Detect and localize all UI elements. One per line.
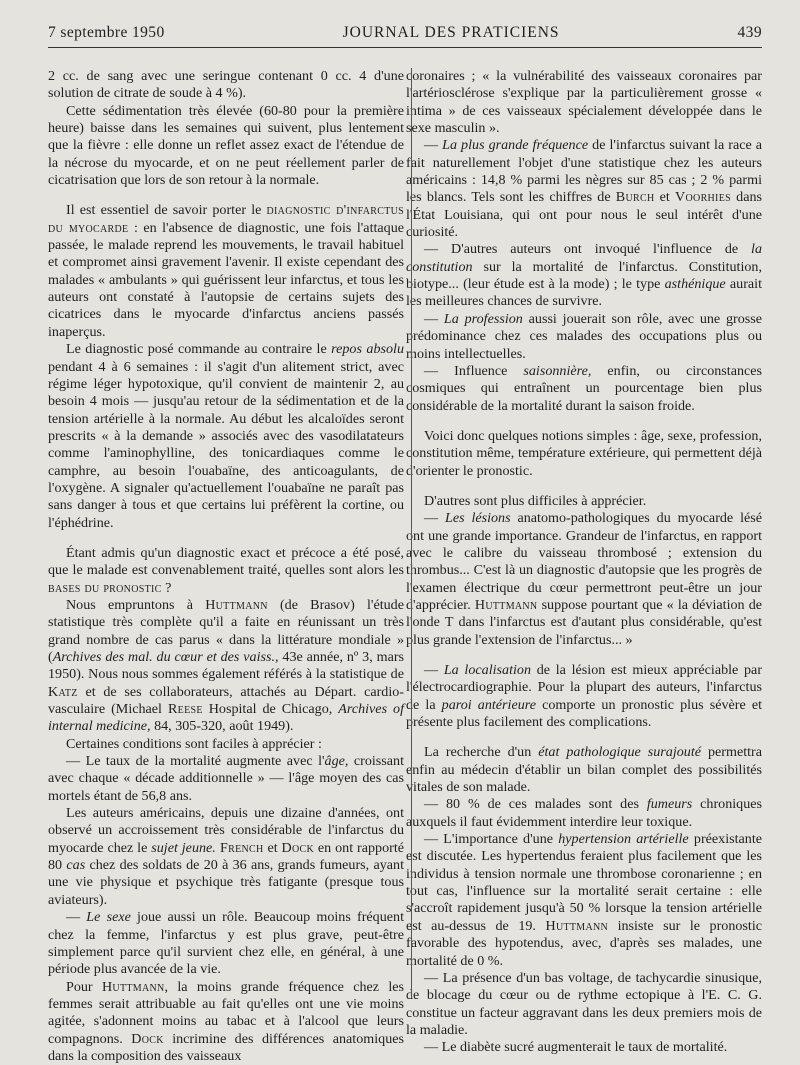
- right-column: [406, 68, 762, 1065]
- paragraph: Certaines conditions sont faciles à apprécier :: [66, 735, 322, 752]
- paragraph: — Le taux de la mortalité augmente avec l'âge, croissant avec chaque « décade additionnelle » — l'âge moyen des cas mortels étant de 56,8 ans.: [48, 753, 404, 804]
- paragraph: — La profession aussi jouerait son rôle, avec une grosse prédominance chez ces malades des occupations plus ou moins intellectuelles.: [406, 310, 762, 362]
- paragraph: — D'autres auteurs ont invoqué l'influence de la constitution sur la mortalité de l'infarctus. Constitution, biotype... (leur étude est à la mode) ; le type asthénique aurait les meilleures chances de survivre.: [406, 241, 762, 310]
- paragraph: — Le diabète sucré augmenterait le taux de mortalité.: [424, 1039, 728, 1056]
- paragraph: Pour Huttmann, la moins grande fréquence chez les femmes serait attribuable au fait qu'elles ont une vie moins agitée, s'adonnent moins au tabac et à l'alcool que leurs compagnons. Dock incrimine des différences anatomiques dans la composition des vaisseaux: [48, 978, 404, 1064]
- paragraph: — Le sexe joue aussi un rôle. Beaucoup moins fréquent chez la femme, l'infarctus y est plus grave, peut-être simplement parce qu'il survient chez elle, en général, à une période plus avancée de la vie.: [48, 909, 404, 978]
- paragraph: La recherche d'un état pathologique surajouté permettra enfin au médecin d'établir un bilan complet des possibilités vitales de son malade.: [406, 744, 762, 796]
- paragraph: — La plus grande fréquence de l'infarctus suivant la race a fait naturellement l'objet d'une statistique chez les auteurs américains : 14,8 % parmi les nègres sur 85 cas ; 2 % parmi les blancs. Tels sont les chiffres de Burch et Voorhies dans l'État Louisiana, qui ont pour nous le seul intérêt d'une curiosité.: [406, 137, 762, 241]
- page-number: 439: [737, 24, 762, 41]
- paragraph: — L'importance d'une hypertension artérielle préexistante est discutée. Les hypertendus feraient plus facilement que les individus à tension normale une thrombose coronarienne ; en tout cas, l'influence sur la mortalité serait certaine : elle s'accroît rapidement jusqu'à 50 % lorsque la tension artérielle est au-dessus de 19. Huttmann insiste sur le pronostic favorable des hypotendus, avec, d'après ses malades, une mortalité de 0 %.: [406, 831, 763, 969]
- paragraph: — 80 % de ces malades sont des fumeurs chroniques auxquels il faut évidemment interdire leur toxique.: [406, 796, 762, 830]
- paragraph: Le diagnostic posé commande au contraire le repos absolu pendant 4 à 6 semaines : il s'agit d'un alitement strict, avec régime léger hypotoxique, qu'il convient de maintenir 2, au besoin 4 mois — jusqu'au retour de la sédimentation et de la tension artérielle à la normale. Au début les alcaloïdes seront prescrits « à la demande » associés avec des vasodilatateurs comme l'aminophylline, des tonicardiaques comme le camphre, au besoin l'ouabaïne, des anticoagulants, de l'oxygène. A signaler qu'actuellement l'ouabaïne ne paraît pas sans danger à tous et que certains lui préfèrent la cortine, ou l'éphédrine.: [48, 341, 404, 531]
- journal-title: JOURNAL DES PRATICIENS: [342, 24, 560, 41]
- paragraph: D'autres sont plus difficiles à apprécier.: [424, 492, 647, 509]
- paragraph: — Influence saisonnière, enfin, ou circonstances cosmiques qui entraînent un pourcentage bien plus considérable de la mortalité durant la saison froide.: [406, 362, 762, 414]
- text-columns: [48, 68, 762, 1065]
- paragraph: — La présence d'un bas voltage, de tachycardie sinusique, de blocage du cœur ou de rythme ectopique à l'E. C. G. constitue un facteur aggravant dans les deux premiers mois de la maladie.: [406, 969, 762, 1038]
- paragraph: 2 cc. de sang avec une seringue contenant 0 cc. 4 d'une solution de citrate de soude à 4 %).: [48, 68, 404, 102]
- paragraph: Nous empruntons à Huttmann (de Brasov) l'étude statistique très complète qu'il a faite en réunissant un très grand nombre de cas parus « dans la littérature mondiale » (Archives des mal. du cœur et des vaiss., 43e année, nº 3, mars 1950). Nous nous sommes également référés à la statistique de Katz et de ses collaborateurs, attachés au Départ. cardio-vasculaire (Michael Reese Hospital de Chicago, Archives of internal medicine, 84, 305-320, août 1949).: [48, 596, 405, 735]
- paragraph: Voici donc quelques notions simples : âge, sexe, profession, constitution même, température extérieure, qui permettent déjà d'orienter le pronostic.: [406, 427, 762, 479]
- issue-date: 7 septembre 1950: [48, 24, 165, 41]
- paragraph: coronaires ; « la vulnérabilité des vaisseaux coronaires par l'artériosclérose s'explique par la particulièrement grosse « intima » de ces vaisseaux spécialement développée dans le sexe masculin ».: [406, 68, 762, 137]
- paragraph: Cette sédimentation très élevée (60-80 pour la première heure) baisse dans les semaines qui suivent, plus lentement que la fièvre : elle donne un reflet assez exact de l'étendue de la nécrose du myocarde, et on ne peut réellement parler de cicatrisation que lors de son retour à la normale.: [48, 102, 404, 189]
- left-column: [48, 68, 404, 1065]
- paragraph: Les auteurs américains, depuis une dizaine d'années, ont observé un accroissement très considérable de l'infarctus du myocarde chez le sujet jeune. French et Dock en ont rapporté 80 cas chez des soldats de 20 à 36 ans, grands fumeurs, ayant une vie physique et psychique très fatigante (presque tous aviateurs).: [48, 805, 404, 908]
- paragraph: — Les lésions anatomo-pathologiques du myocarde lésé ont une grande importance. Grandeur de l'infarctus, en rapport avec le calibre du vaisseau thrombosé ; extension du thrombus... C'est là un diagnostic d'autopsie que les progrès de l'examen électrique du cœur permettront peut-être un jour d'apprécier. Huttmann suppose pourtant que « la déviation de l'onde T dans l'infarctus est d'autant plus considérable, qu'est plus grande l'extension de l'infarctus... »: [406, 510, 762, 648]
- column-divider: [411, 68, 412, 998]
- paragraph: Il est essentiel de savoir porter le diagnostic d'infarctus du myocarde : en l'absence de diagnostic, une fois l'attaque passée, le malade reprend les mouvements, le travail habituel et compromet ainsi gravement l'avenir. Il existe cependant des malades « ambulants » qui guérissent leur infarctus, et tous les auteurs ont constaté à l'autopsie de certains sujets des cicatrices dans le myocarde d'infarctus anciens passés inaperçus.: [48, 202, 405, 340]
- paragraph: — La localisation de la lésion est mieux appréciable par l'électrocardiographie. Pour la plupart des auteurs, l'infarctus de la paroi antérieure comporte un pronostic plus sévère et présente plus facilement des complications.: [406, 662, 763, 731]
- paragraph: Étant admis qu'un diagnostic exact et précoce a été posé, que le malade est convenablement traité, quelles sont alors les bases du pronostic ?: [48, 544, 404, 596]
- page-header: [48, 24, 762, 48]
